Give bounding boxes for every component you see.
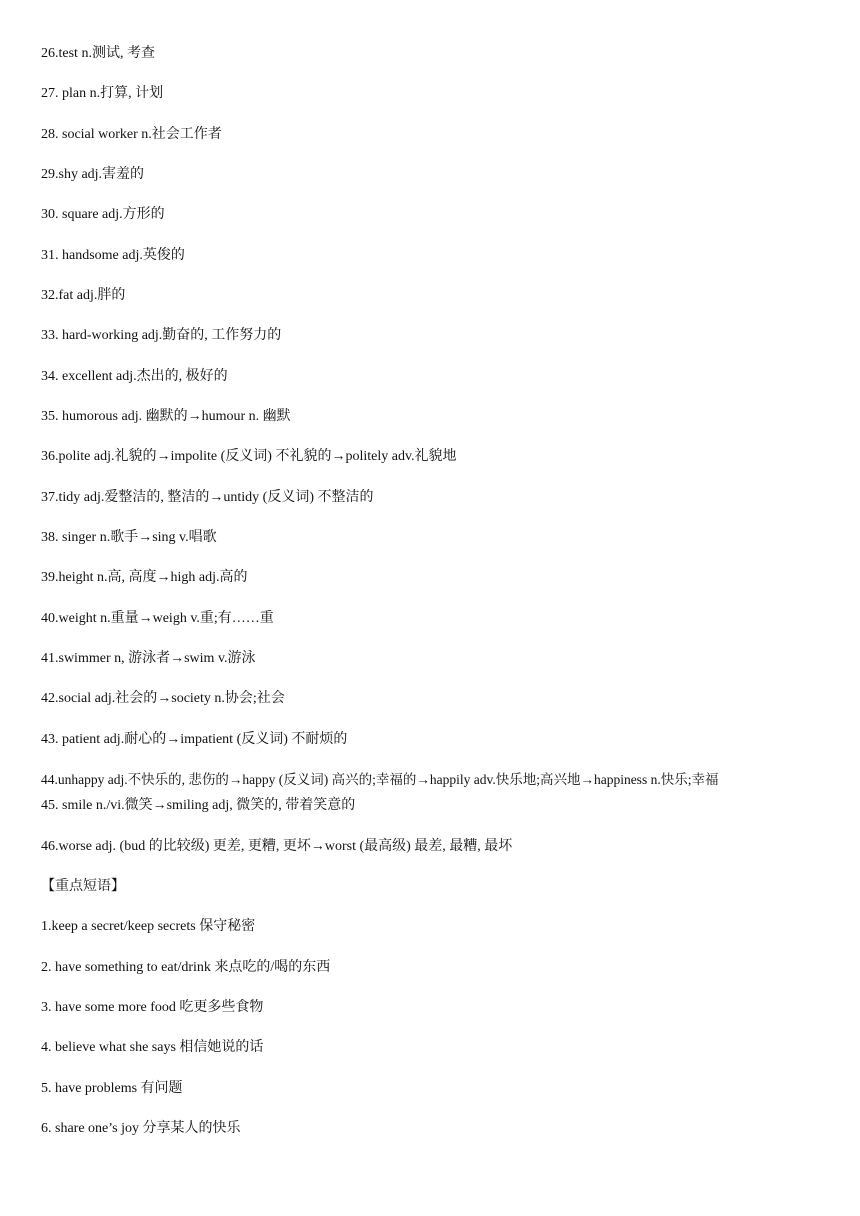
- vocab-item-34: 34. excellent adj.杰出的, 极好的: [41, 369, 228, 384]
- vocab-item-29: 29.shy adj.害羞的: [41, 167, 145, 182]
- phrase-item-2: 2. have something to eat/drink 来点吃的/喝的东西: [41, 960, 331, 975]
- vocab-item-35: 35. humorous adj. 幽默的→humour n. 幽默: [41, 409, 291, 424]
- vocab-item-39: 39.height n.高, 高度→high adj.高的: [41, 570, 248, 585]
- phrase-item-4: 4. believe what she says 相信她说的话: [41, 1040, 264, 1055]
- vocab-item-45: 45. smile n./vi.微笑→smiling adj, 微笑的, 带着笑意的: [41, 798, 356, 813]
- vocab-item-41: 41.swimmer n, 游泳者→swim v.游泳: [41, 651, 256, 666]
- phrase-item-5: 5. have problems 有问题: [41, 1081, 183, 1096]
- phrase-item-1: 1.keep a secret/keep secrets 保守秘密: [41, 919, 256, 934]
- vocab-item-31: 31. handsome adj.英俊的: [41, 248, 185, 263]
- vocab-item-38: 38. singer n.歌手→sing v.唱歌: [41, 530, 217, 545]
- vocab-item-32: 32.fat adj.胖的: [41, 288, 126, 303]
- vocab-item-42: 42.social adj.社会的→society n.协会;社会: [41, 691, 285, 706]
- vocab-item-43: 43. patient adj.耐心的→impatient (反义词) 不耐烦的: [41, 732, 348, 747]
- vocab-item-33: 33. hard-working adj.勤奋的, 工作努力的: [41, 328, 282, 343]
- vocab-item-27: 27. plan n.打算, 计划: [41, 86, 164, 101]
- vocab-item-46: 46.worse adj. (bud 的比较级) 更差, 更糟, 更坏→worst (最高级) 最差, 最糟, 最坏: [41, 839, 513, 854]
- vocab-item-36: 36.polite adj.礼貌的→impolite (反义词) 不礼貌的→politely adv.礼貌地: [41, 449, 457, 464]
- vocab-item-30: 30. square adj.方形的: [41, 207, 165, 222]
- vocab-item-37: 37.tidy adj.爱整洁的, 整洁的→untidy (反义词) 不整洁的: [41, 490, 374, 505]
- section-heading: 【重点短语】: [41, 879, 125, 894]
- phrase-item-3: 3. have some more food 吃更多些食物: [41, 1000, 264, 1015]
- phrase-item-6: 6. share one’s joy 分享某人的快乐: [41, 1121, 241, 1136]
- vocab-item-44: 44.unhappy adj.不快乐的, 悲伤的→happy (反义词) 高兴的;幸福的→happily adv.快乐地;高兴地→happiness n.快乐;幸福: [41, 772, 719, 787]
- vocab-item-28: 28. social worker n.社会工作者: [41, 127, 222, 142]
- vocab-item-26: 26.test n.测试, 考查: [41, 46, 155, 61]
- vocab-item-40: 40.weight n.重量→weigh v.重;有……重: [41, 611, 274, 626]
